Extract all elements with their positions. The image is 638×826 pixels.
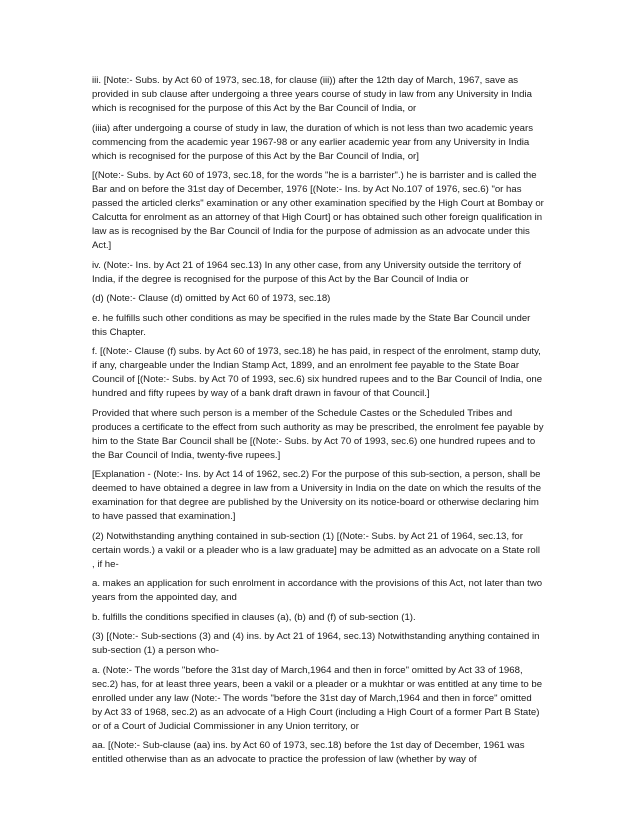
subsection-3: (3) [(Note:- Sub-sections (3) and (4) ins. by Act 21 of 1964, sec.13) Notwithstanding anything contained in sub-section (1) a person who- [92,631,540,656]
clause-f: f. [(Note:- Clause (f) subs. by Act 60 of 1973, sec.18) he has paid, in respect of the enrolment, stamp duty, if any, chargeable under the Indian Stamp Act, 1899, and an enrolment fee payable to the State Boar Council of [(Note:- Subs. by Act 70 of 1993, sec.6) six hundred rupees and to the Bar Council of India, one hundred and fifty rupees by way of a bank draft drawn in favour of that Council.] [92,346,543,399]
subsection-2-a: a. makes an application for such enrolment in accordance with the provisions of this Act, not later than two years from the appointed day, and [92,578,543,603]
clause-iv: iv. (Note:- Ins. by Act 21 of 1964 sec.13) In any other case, from any University outside the territory of India, if the degree is recognised for the purpose of this Act by the Bar Council of India or [92,259,522,285]
note-barrister: [(Note:- Subs. by Act 60 of 1973, sec.18, for the words "he is a barrister".) he is barrister and is called the Bar and on before the 31st day of December, 1976 [(Note:- Ins. by Act No.107 of 1976, sec.6) "or has passed the articled clerks" examination or any other examination specified by the High Court at Bombay or Calcutta for enrolment as an attorney of that High Court] or has obtained such other foreign qualification in law as is recognised by the Bar Council of India for the purpose of admission as an advocate under this Act.] [92,170,544,251]
proviso: Provided that where such person is a member of the Schedule Castes or the Scheduled Tribes and produces a certificate to the effect from such authority as may be prescribed, the enrolment fee payable by him to the State Bar Council shall be [(Note:- Subs. by Act 70 of 1993, sec.6) one hundred rupees and to the Bar Council of India, twenty-five rupees.] [92,407,544,461]
clause-iii: iii. [Note:- Subs. by Act 60 of 1973, sec.18, for clause (iii)) after the 12th day of March, 1967, save as provided in sub clause after undergoing a three years course of study in law from any University in India which is recognised for the purpose of this Act by the Bar Council of India, or [92,75,532,114]
explanation: [Explanation - (Note:- Ins. by Act 14 of 1962, sec.2) For the purpose of this sub-section, a person, shall be deemed to have obtained a degree in law from a University in India on the date on which the results of the examination for that degree are published by the University on its notice-board or otherwise declaring him to have passed that examination.] [92,469,542,522]
subsection-3-aa: aa. [(Note:- Sub-clause (aa) ins. by Act 60 of 1973, sec.18) before the 1st day of December, 1961 was entitled otherwise than as an advocate to practice the profession of law (whether by way of [92,740,525,765]
subsection-2: (2) Notwithstanding anything contained in sub-section (1) [(Note:- Subs. by Act 21 of 1964, sec.13, for certain words.) a vakil or a pleader who is a law graduate] may be admitted as an advocate on a State roll , if he- [92,530,540,570]
subsection-3-a: a. (Note:- The words "before the 31st day of March,1964 and then in force" omitted by Act 33 of 1968, sec.2) has, for at least three years, been a vakil or a pleader or a mukhtar or was entitled at any time to be enrolled under any law (Note:- The words "before the 31st day of March,1964 and then in force" omitted by Act 33 of 1968, sec.2) as an advocate of a High Court (including a High Court of a former Part B State) or of a Court of Judicial Commissioner in any Union territory, or [92,664,543,732]
document-page [92,74,544,773]
subsection-2-b: b. fulfills the conditions specified in clauses (a), (b) and (f) of sub-section (1). [92,611,416,623]
clause-d: (d) (Note:- Clause (d) omitted by Act 60 of 1973, sec.18) [92,293,331,304]
clause-e: e. he fulfills such other conditions as may be specified in the rules made by the State Bar Council under this Chapter. [92,312,531,338]
clause-iiia: (iiia) after undergoing a course of study in law, the duration of which is not less than two academic years commencing from the academic year 1967-98 or any earlier academic year from any University in India which is recognised for the purpose of this Act by the Bar Council of India, or] [92,122,534,162]
